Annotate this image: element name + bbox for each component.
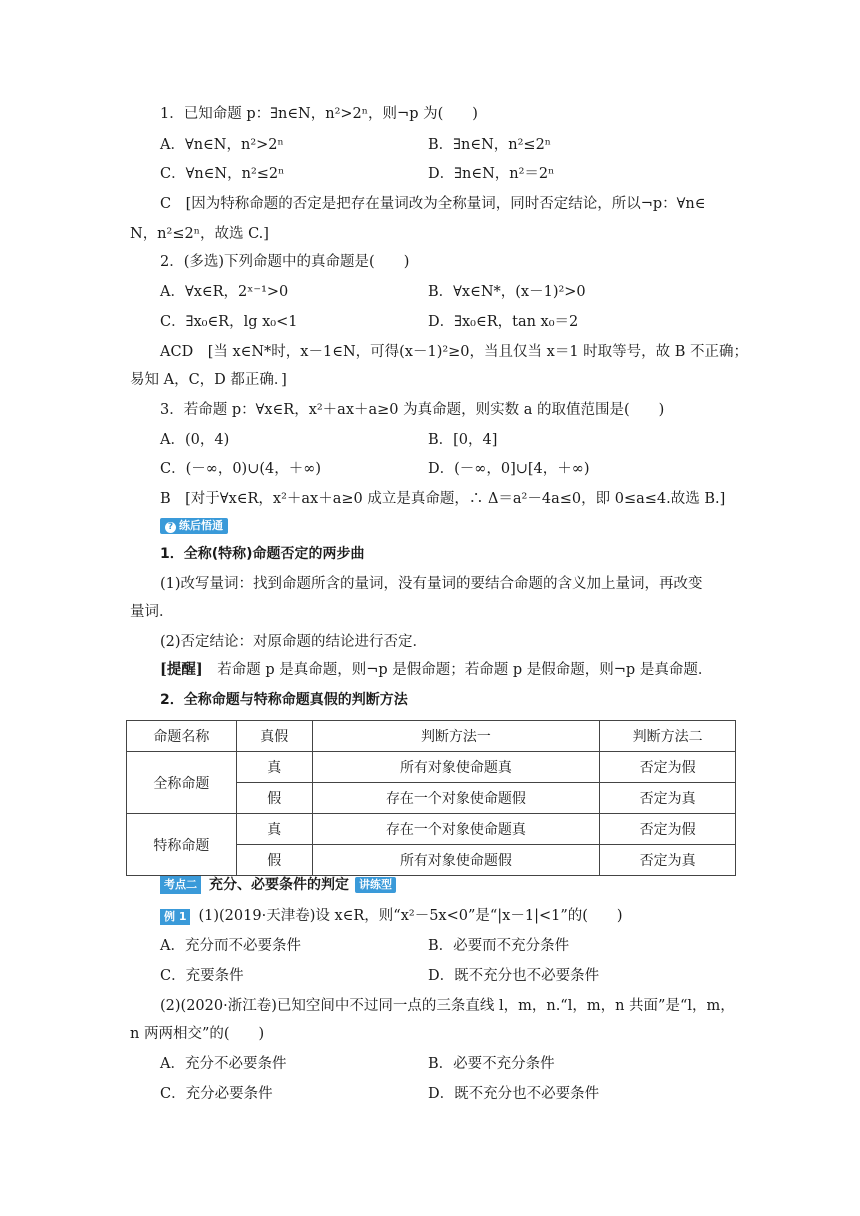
review-tag xyxy=(160,518,228,534)
q3-answer: B [对于∀x∈R，x²＋ax＋a≥0 成立是真命题，∴ Δ＝a²－4a≤0，即 0≤a≤4.故选 B.] xyxy=(160,491,726,507)
ex2-option-b: B．必要不充分条件 xyxy=(428,1056,555,1072)
table-group-cell: 全称命题 xyxy=(127,752,237,814)
ex1-option-b: B．必要而不充分条件 xyxy=(428,938,570,954)
table-header-row xyxy=(127,721,736,752)
q3-option-a: A．(0，4) xyxy=(160,432,230,448)
q3-option-d: D．(－∞，0]∪[4，＋∞) xyxy=(428,461,590,477)
section-title: 充分、必要条件的判定 xyxy=(209,877,349,893)
table-cell: 否定为假 xyxy=(600,752,736,783)
ex2-stem-line1: (2)(2020·浙江卷)已知空间中不过同一点的三条直线 l，m，n.“l，m，n 共面”是“l，m， xyxy=(160,998,735,1014)
q2-stem: 2．(多选)下列命题中的真命题是( ) xyxy=(160,254,410,270)
q1-option-c: C．∀n∈N，n²≤2ⁿ xyxy=(160,166,285,182)
table-cell: 所有对象使命题真 xyxy=(312,752,600,783)
review-tag-label: 练后悟通 xyxy=(179,519,223,532)
q2-option-d: D．∃x₀∈R，tan x₀＝2 xyxy=(428,314,579,330)
tip-label: [提醒] xyxy=(160,661,203,678)
lightbulb-icon: ? xyxy=(165,522,176,533)
example-badge: 例 1 xyxy=(160,909,190,925)
table-cell: 所有对象使命题假 xyxy=(312,845,600,876)
table-header: 判断方法二 xyxy=(600,721,736,752)
q1-option-a: A．∀n∈N，n²>2ⁿ xyxy=(160,137,284,153)
table-cell: 假 xyxy=(236,783,312,814)
q2-option-a: A．∀x∈R，2ˣ⁻¹>0 xyxy=(160,284,289,300)
table-header: 命题名称 xyxy=(127,721,237,752)
q2-option-b: B．∀x∈N*，(x－1)²>0 xyxy=(428,284,586,300)
table-group-cell: 特称命题 xyxy=(127,814,237,876)
review-p1-line1: (1)改写量词：找到命题所含的量词，没有量词的要结合命题的含义加上量词，再改变 xyxy=(160,576,703,592)
q3-option-c: C．(－∞，0)∪(4，＋∞) xyxy=(160,461,321,477)
tip-text: 若命题 p 是真命题，则¬p 是假命题；若命题 p 是假命题，则¬p 是真命题． xyxy=(202,662,713,678)
q3-stem: 3．若命题 p：∀x∈R，x²＋ax＋a≥0 为真命题，则实数 a 的取值范围是( ) xyxy=(160,402,665,418)
q2-option-c: C．∃x₀∈R，lg x₀<1 xyxy=(160,314,298,330)
table-cell: 存在一个对象使命题假 xyxy=(312,783,600,814)
table-row xyxy=(127,752,736,783)
table-header: 判断方法一 xyxy=(312,721,600,752)
judgment-table xyxy=(126,720,736,876)
ex2-option-d: D．既不充分也不必要条件 xyxy=(428,1086,600,1102)
table-cell: 否定为假 xyxy=(600,814,736,845)
example-1-text: (1)(2019·天津卷)设 x∈R，则“x²－5x<0”是“|x－1|<1”的( ) xyxy=(198,908,623,924)
q1-stem: 1．已知命题 p：∃n∈N，n²>2ⁿ，则¬p 为( ) xyxy=(160,106,478,122)
q1-option-d: D．∃n∈N，n²＝2ⁿ xyxy=(428,166,555,182)
q1-option-b: B．∃n∈N，n²≤2ⁿ xyxy=(428,137,552,153)
table-cell: 假 xyxy=(236,845,312,876)
section-header xyxy=(160,874,396,892)
q1-answer-line2: N，n²≤2ⁿ，故选 C.] xyxy=(130,226,269,242)
q2-answer-line2: 易知 A，C，D 都正确．] xyxy=(130,372,287,388)
section-type-badge: 讲练型 xyxy=(355,877,396,893)
ex1-option-a: A．充分而不必要条件 xyxy=(160,938,301,954)
ex2-option-c: C．充分必要条件 xyxy=(160,1086,273,1102)
review-tip xyxy=(160,660,712,680)
review-p1-line2: 量词． xyxy=(130,604,174,620)
table-cell: 否定为真 xyxy=(600,783,736,814)
review-heading-2: 2．全称命题与特称命题真假的判断方法 xyxy=(160,692,408,708)
q2-answer-line1: ACD [当 x∈N*时，x－1∈N，可得(x－1)²≥0，当且仅当 x＝1 时取等号，故 B 不正确； xyxy=(160,344,749,360)
review-heading-1: 1．全称(特称)命题否定的两步曲 xyxy=(160,546,365,562)
example-1-stem xyxy=(160,906,623,926)
q1-answer-line1: C [因为特称命题的否定是把存在量词改为全称量词，同时否定结论，所以¬p：∀n∈ xyxy=(160,196,706,212)
table-header: 真假 xyxy=(236,721,312,752)
kaodian-badge: 考点二 xyxy=(160,876,201,894)
ex2-stem-line2: n 两两相交”的( ) xyxy=(130,1026,265,1042)
ex2-option-a: A．充分不必要条件 xyxy=(160,1056,287,1072)
ex1-option-c: C．充要条件 xyxy=(160,968,244,984)
table-cell: 真 xyxy=(236,752,312,783)
table-row xyxy=(127,814,736,845)
q3-option-b: B．[0，4] xyxy=(428,432,498,448)
table-cell: 否定为真 xyxy=(600,845,736,876)
review-p2: (2)否定结论：对原命题的结论进行否定． xyxy=(160,634,428,650)
table-cell: 存在一个对象使命题真 xyxy=(312,814,600,845)
table-cell: 真 xyxy=(236,814,312,845)
ex1-option-d: D．既不充分也不必要条件 xyxy=(428,968,600,984)
